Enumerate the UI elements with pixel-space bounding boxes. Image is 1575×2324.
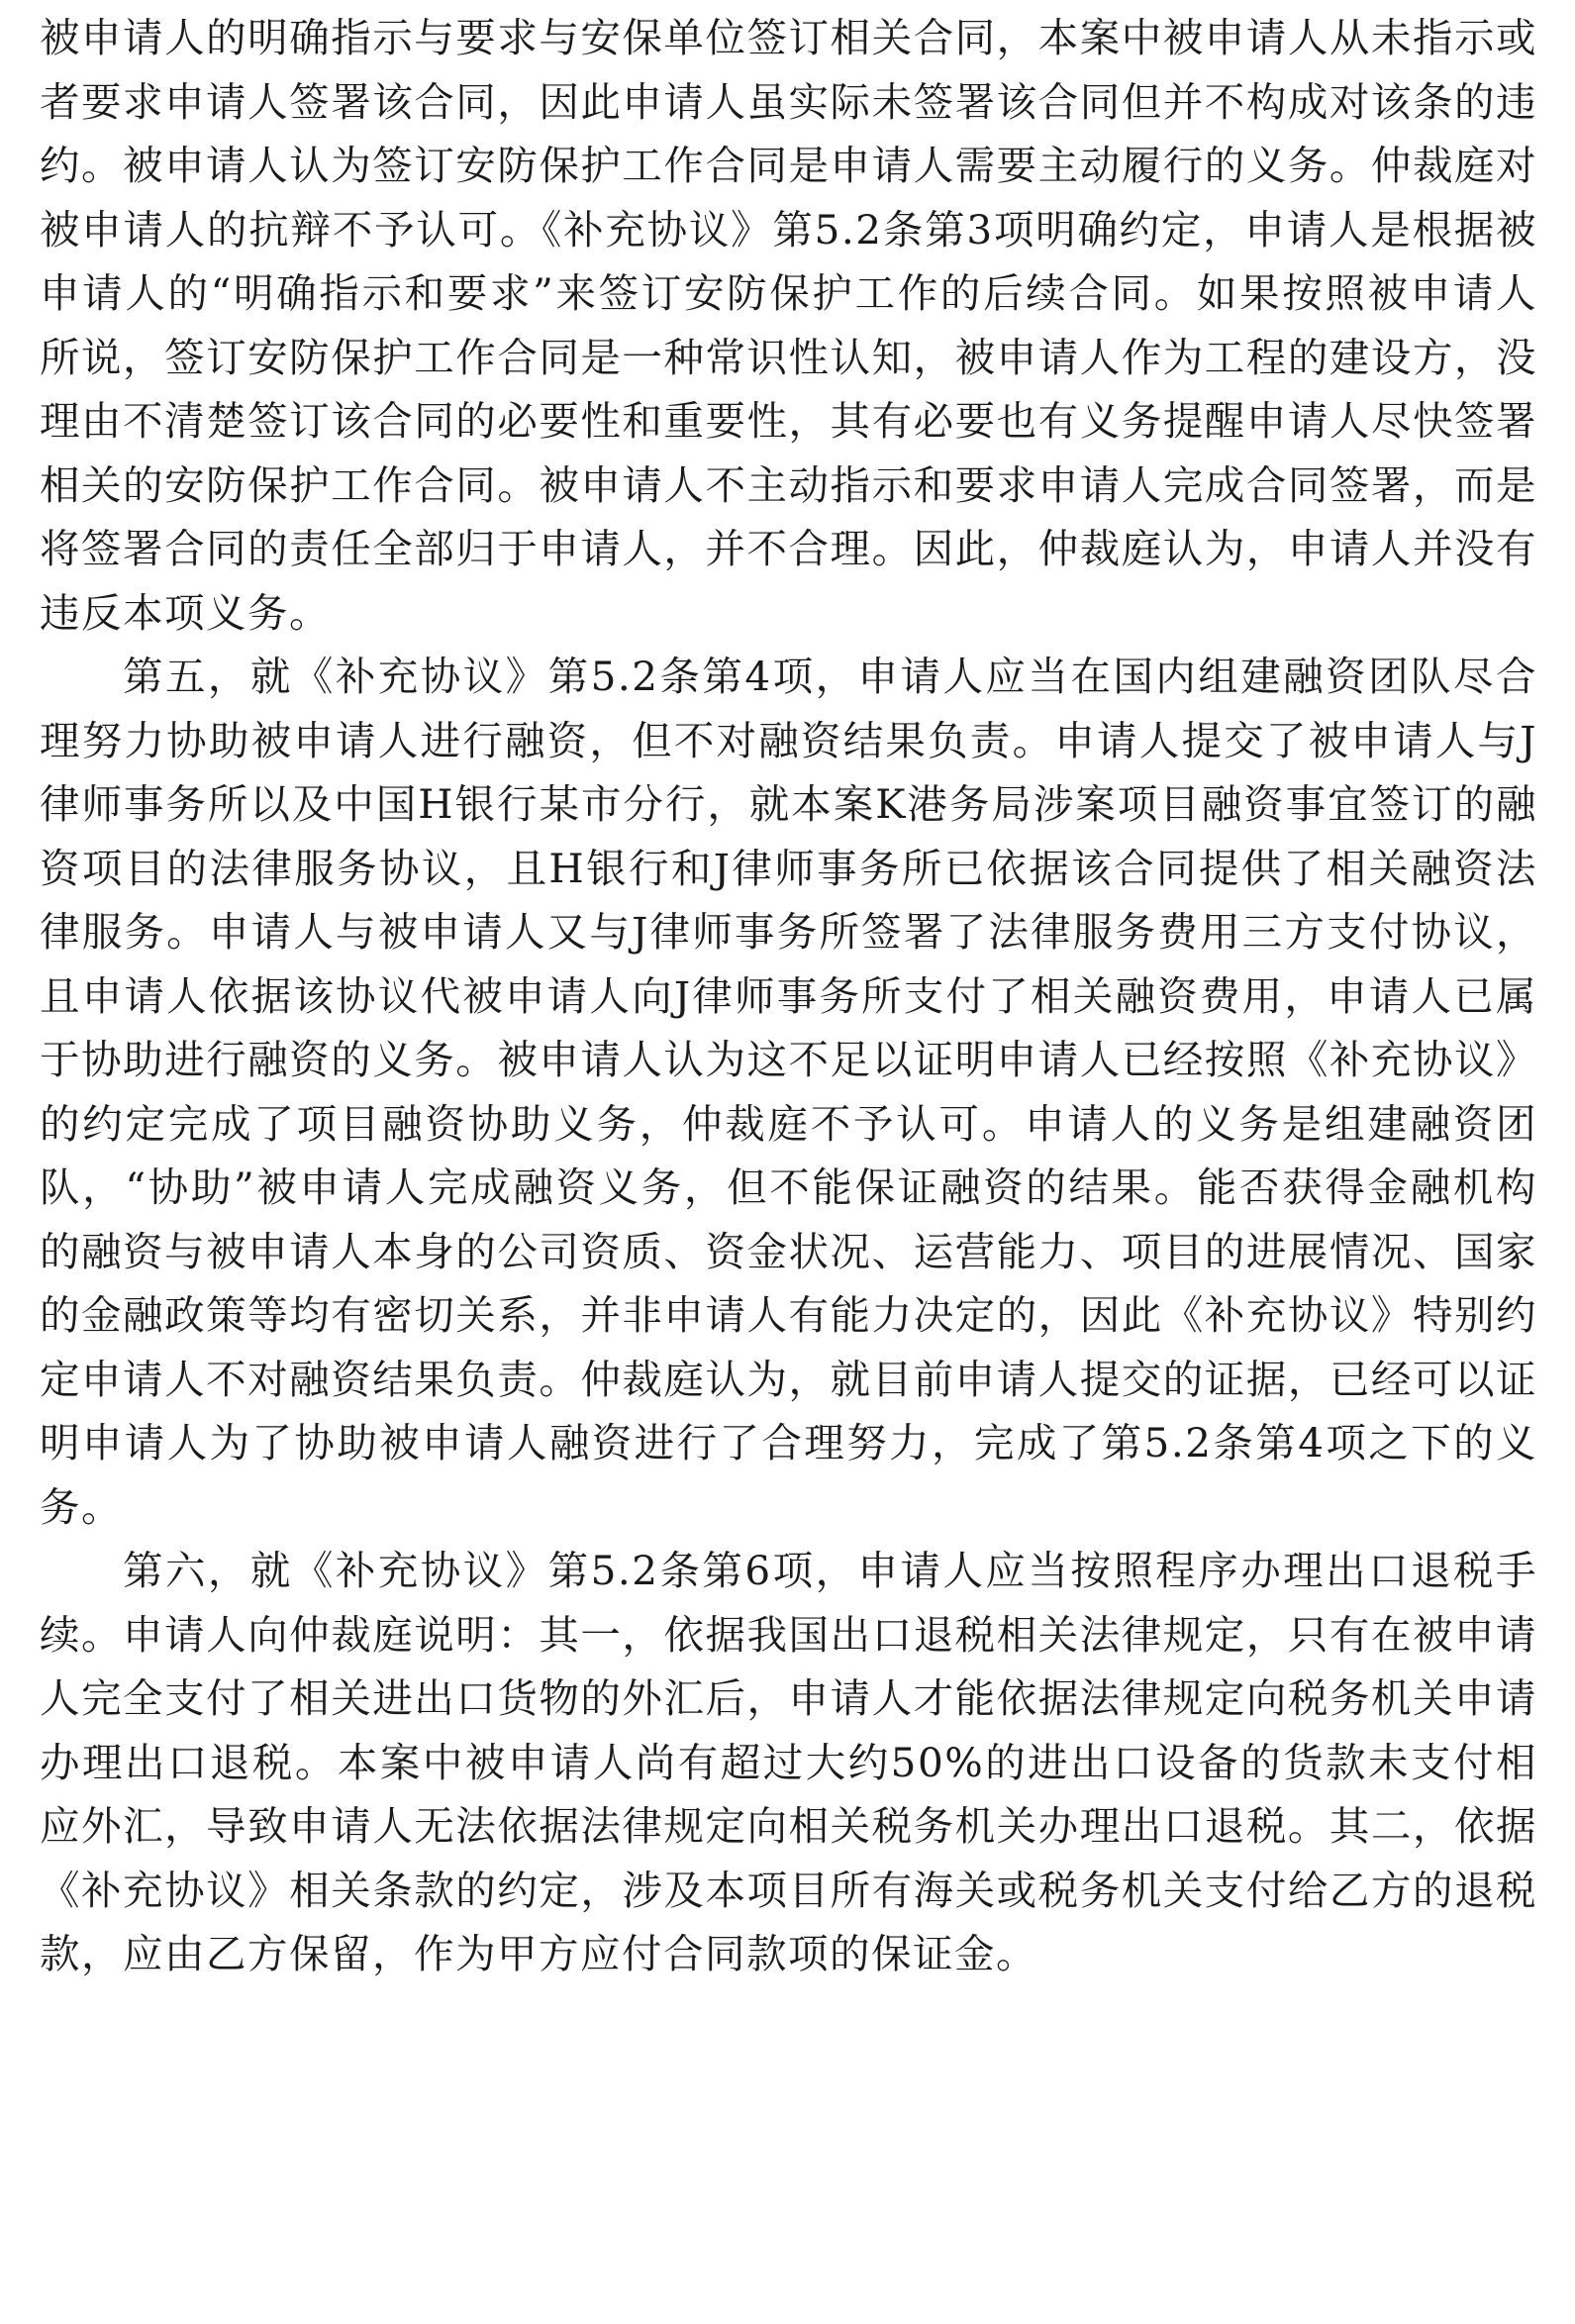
- paragraph-obligation-security-contract: 被申请人的明确指示与要求与安保单位签订相关合同，本案中被申请人从未指示或者要求申请人签署该合同，因此申请人虽实际未签署该合同但并不构成对该条的违约。被申请人认为签订安防保护工作合同是申请人需要主动履行的义务。仲裁庭对被申请人的抗辩不予认可。《补充协议》第5.2条第3项明确约定，申请人是根据被申请人的“明确指示和要求”来签订安防保护工作的后续合同。如果按照被申请人所说，签订安防保护工作合同是一种常识性认知，被申请人作为工程的建设方，没理由不清楚签订该合同的必要性和重要性，其有必要也有义务提醒申请人尽快签署相关的安防保护工作合同。被申请人不主动指示和要求申请人完成合同签署，而是将签署合同的责任全部归于申请人，并不合理。因此，仲裁庭认为，申请人并没有违反本项义务。: [40, 14, 1537, 637]
- paragraph-fifth-financing: 第五，就《补充协议》第5.2条第4项，申请人应当在国内组建融资团队尽合理努力协助被申请人进行融资，但不对融资结果负责。申请人提交了被申请人与J律师事务所以及中国H银行某市分行，就本案K港务局涉案项目融资事宜签订的融资项目的法律服务协议，且H银行和J律师事务所已依据该合同提供了相关融资法律服务。申请人与被申请人又与J律师事务所签署了法律服务费用三方支付协议，且申请人依据该协议代被申请人向J律师事务所支付了相关融资费用，申请人已属于协助进行融资的义务。被申请人认为这不足以证明申请人已经按照《补充协议》的约定完成了项目融资协助义务，仲裁庭不予认可。申请人的义务是组建融资团队，“协助”被申请人完成融资义务，但不能保证融资的结果。能否获得金融机构的融资与被申请人本身的公司资质、资金状况、运营能力、项目的进展情况、国家的金融政策等均有密切关系，并非申请人有能力决定的，因此《补充协议》特别约定申请人不对融资结果负责。仲裁庭认为，就目前申请人提交的证据，已经可以证明申请人为了协助被申请人融资进行了合理努力，完成了第5.2条第4项之下的义务。: [40, 653, 1537, 1531]
- paragraph-sixth-export-tax-refund: 第六，就《补充协议》第5.2条第6项，申请人应当按照程序办理出口退税手续。申请人向仲裁庭说明：其一，依据我国出口退税相关法律规定，只有在被申请人完全支付了相关进出口货物的外汇后，申请人才能依据法律规定向税务机关申请办理出口退税。本案中被申请人尚有超过大约50%的进出口设备的货款未支付相应外汇，导致申请人无法依据法律规定向相关税务机关办理出口退税。其二，依据《补充协议》相关条款的约定，涉及本项目所有海关或税务机关支付给乙方的退税款，应由乙方保留，作为甲方应付合同款项的保证金。: [40, 1547, 1537, 1977]
